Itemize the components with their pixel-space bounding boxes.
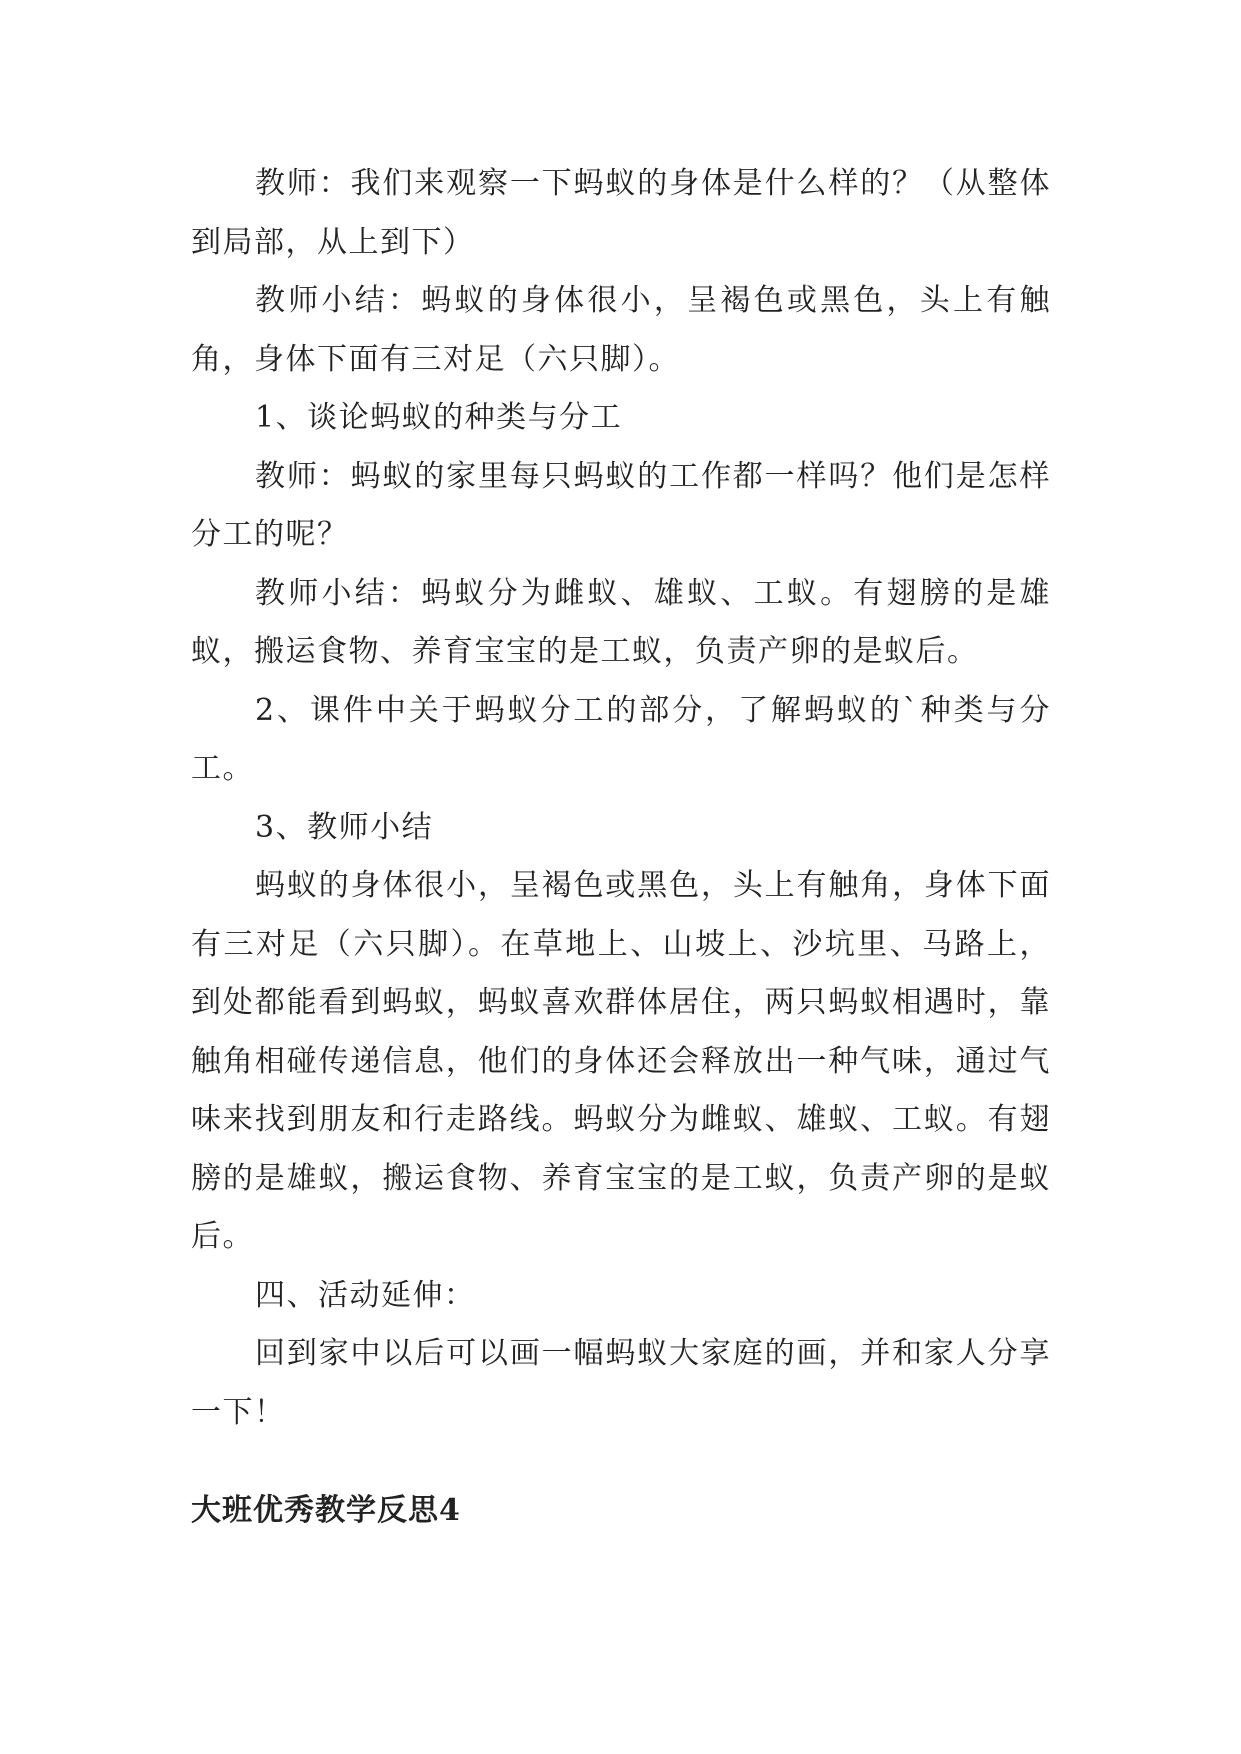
document-body — [191, 155, 1051, 1442]
paragraph-division-question: 教师：蚂蚁的家里每只蚂蚁的工作都一样吗？他们是怎样分工的呢？ — [191, 458, 1051, 552]
paragraph-step-3: 3、教师小结 — [255, 809, 434, 845]
paragraph-full-summary: 蚂蚁的身体很小，呈褐色或黑色，头上有触角，身体下面有三对足（六只脚）。在草地上、山坡上、沙坑里、马路上，到处都能看到蚂蚁，蚂蚁喜欢群体居住，两只蚂蚁相遇时，靠触角相碰传递信息，他们的身体还会释放出一种气味，通过气味来找到朋友和行走路线。蚂蚁分为雌蚁、雄蚁、工蚁。有翅膀的是雄蚁，搬运食物、养育宝宝的是工蚁，负责产卵的是蚁后。 — [191, 868, 1051, 1254]
paragraph-teacher-summary-division: 教师小结：蚂蚁分为雌蚁、雄蚁、工蚁。有翅膀的是雄蚁，搬运食物、养育宝宝的是工蚁，负责产卵的是蚁后。 — [191, 575, 1051, 669]
section-heading: 大班优秀教学反思4 — [191, 1493, 461, 1528]
paragraph-step-1: 1、谈论蚂蚁的种类与分工 — [255, 400, 623, 435]
paragraph-activity-extension: 四、活动延伸： — [255, 1277, 476, 1313]
paragraph-home-task: 回到家中以后可以画一幅蚂蚁大家庭的画，并和家人分享一下！ — [191, 1336, 1051, 1430]
paragraph-step-2: 2、课件中关于蚂蚁分工的部分，了解蚂蚁的`种类与分工。 — [191, 692, 1051, 786]
paragraph-teacher-summary-body: 教师小结：蚂蚁的身体很小，呈褐色或黑色，头上有触角，身体下面有三对足（六只脚）。 — [191, 283, 1051, 377]
paragraph-observe-question: 教师：我们来观察一下蚂蚁的身体是什么样的？（从整体到局部，从上到下） — [191, 166, 1051, 260]
